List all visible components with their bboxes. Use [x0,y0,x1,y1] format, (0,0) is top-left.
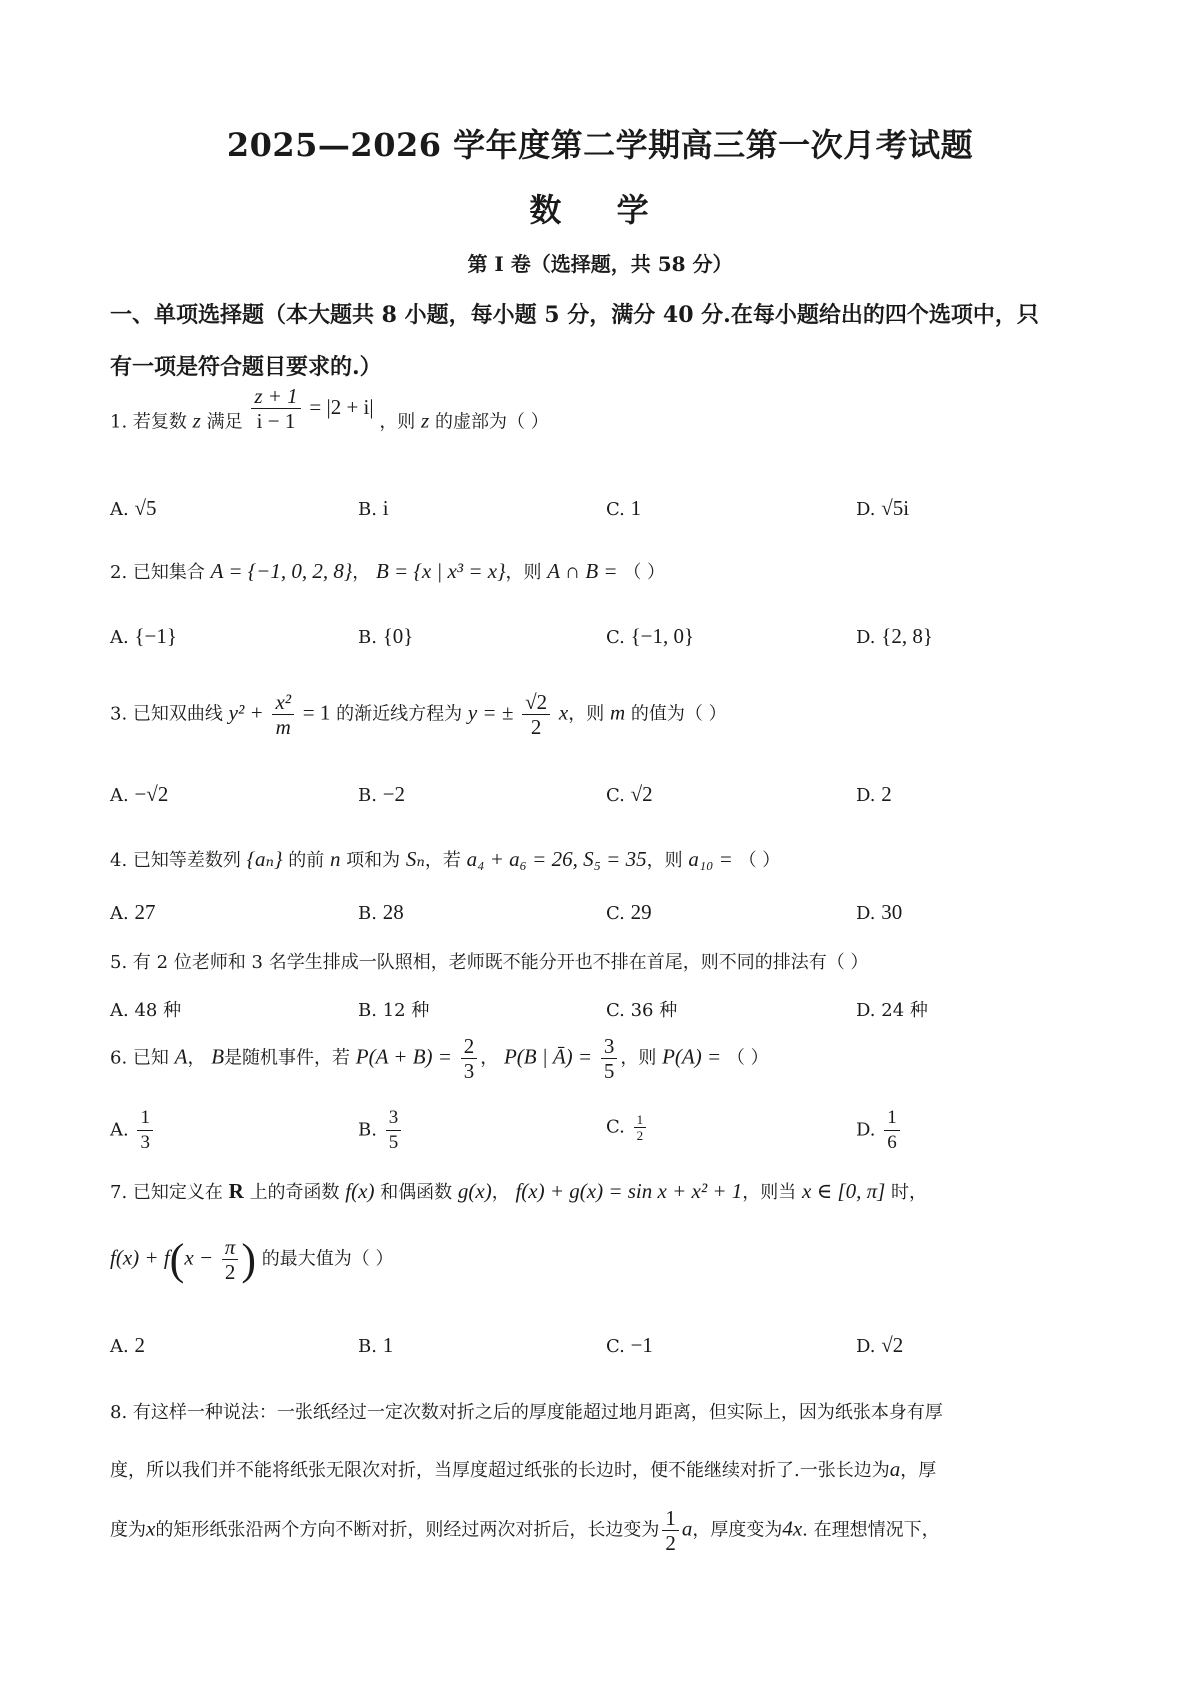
option-d [856,1333,903,1358]
fraction-numerator: 2 [461,1034,478,1059]
math-expr: x ∈ [0, π] [802,1179,886,1203]
option-b [358,900,404,925]
question-number: 8. [110,1402,128,1423]
option-label: D. [856,785,876,806]
math-expr: A ∩ B = [547,559,618,583]
question-text: ， [491,1182,510,1203]
option-c [606,782,653,807]
math-var: B [211,1044,225,1069]
option-label: B. [358,1119,377,1141]
math-expr: P(A + B) = [355,1044,452,1069]
math-var: a [681,1516,693,1541]
math-expr: P(A) = [662,1044,722,1069]
option-value: 2 [881,782,892,806]
fraction [137,1106,153,1155]
question-text: ， [352,562,371,583]
option-d [856,624,933,649]
math-expr: y² + [228,700,264,725]
option-label: C. [606,499,625,520]
option-d [856,496,909,521]
fraction [272,690,294,739]
option-c [606,900,652,925]
question-text: 是随机事件，若 [224,1047,351,1069]
fraction-denominator: i − 1 [256,409,296,433]
option-value: 28 [382,900,404,924]
fraction-numerator: z + 1 [251,384,300,409]
volume-heading: 第 I 卷（选择题，共 58 分） [467,252,733,276]
question-number: 7. [110,1182,128,1203]
option-a [110,900,155,925]
fraction-denominator: 5 [388,1132,399,1153]
option-d [856,900,902,925]
fraction-denominator: 2 [224,1260,236,1284]
option-label: A. [110,627,129,648]
option-b [358,782,405,807]
question-text: 已知 [132,1047,169,1069]
option-label: A. [110,1000,129,1021]
option-value: 2 [134,1333,145,1357]
question-2 [110,558,665,584]
fraction-numerator: 1 [662,1506,679,1531]
question-text: ，厚度变为 [692,1519,783,1541]
question-number: 2. [110,562,128,583]
fraction-denominator: 5 [603,1059,615,1083]
option-label: A. [110,1336,129,1357]
fraction-numerator: 3 [386,1106,402,1131]
option-b [358,1333,393,1358]
fraction [222,1235,239,1284]
math-field: R [228,1179,244,1203]
fraction-denominator: m [275,715,291,739]
question-text: 有这样一种说法：一张纸经过一定次数对折之后的厚度能超过地月距离，但实际上，因为纸张本身有厚 [132,1402,943,1423]
option-c [606,1333,653,1358]
question-text: 有 2 位老师和 3 名学生排成一队照相，老师既不能分开也不排在首尾，则不同的排法有（ ） [132,952,869,973]
option-label: C. [606,1336,625,1357]
option-value: 48 种 [134,1000,182,1021]
question-text: 若复数 [132,411,187,433]
question-text: 的最大值为（ ） [261,1248,394,1270]
math-expr: = |2 + i| [309,394,374,419]
fraction-denominator: 6 [887,1132,897,1153]
question-text: 项和为 [346,850,401,871]
option-value: {0} [382,624,414,648]
question-text: ， [187,1047,206,1069]
option-d [856,782,892,807]
question-text: ，若 [424,850,461,871]
fraction [662,1506,679,1555]
option-label: B. [358,499,377,520]
math-expr: f(x) [345,1179,375,1203]
question-text: ，则 [568,703,605,725]
question-3 [110,690,727,739]
math-expr: f(x) + f [110,1245,170,1270]
question-text: ，则当 [742,1182,797,1203]
question-text: ，则 [379,411,416,433]
fraction-numerator: √2 [522,690,550,715]
question-text: 和偶函数 [380,1182,453,1203]
question-8-line2 [110,1456,936,1482]
option-label: D. [856,1336,876,1357]
question-text: ， [480,1047,499,1069]
option-a [110,996,181,1022]
option-value: {−1} [134,624,177,648]
math-expr: a₁₀ = [688,847,733,871]
paren-open: ( [169,1235,185,1284]
math-var: z [192,408,201,433]
math-expr: f(x) + g(x) = sin x + x² + 1 [515,1179,743,1203]
option-value: {−1, 0} [630,624,695,648]
option-value: 1 [630,496,642,520]
question-text: 已知集合 [132,562,205,583]
option-value: −2 [382,782,406,806]
option-label: B. [358,785,377,806]
fraction [251,384,300,433]
question-6 [110,1034,769,1083]
math-expr: y = ± [467,700,514,725]
option-value: −√2 [134,782,169,806]
option-value: {2, 8} [881,624,933,648]
question-text: ，则 [505,562,542,583]
fraction-numerator: x² [272,690,294,715]
question-text: 满足 [206,411,243,433]
option-label: B. [358,903,377,924]
question-text: （ ） [623,562,666,583]
question-4 [110,846,780,872]
question-text: 时， [891,1182,927,1203]
math-expr: x − [184,1245,214,1270]
question-text: ，则 [620,1047,657,1069]
option-label: C. [606,1000,625,1021]
subject-title: 数 学 [529,191,671,229]
paren-close: ) [241,1235,256,1284]
section-instructions-line2: 有一项是符合题目要求的.） [110,354,382,380]
fraction-denominator: 3 [463,1059,475,1083]
option-value: √2 [881,1333,904,1357]
fraction [884,1106,900,1155]
question-text: 已知定义在 [132,1182,223,1203]
math-var: z [421,408,430,433]
option-label: D. [856,1000,876,1021]
math-expr: Sₙ [405,847,425,871]
fraction-numerator: 1 [884,1106,900,1131]
math-var: n [329,847,341,871]
math-expr: = 1 [302,700,331,725]
question-1 [110,384,549,447]
option-label: D. [856,903,876,924]
math-expr: A = {−1, 0, 2, 8} [210,559,353,583]
option-value: −1 [630,1333,653,1357]
option-label: A. [110,903,129,924]
math-expr: {aₙ} [246,847,283,871]
question-text: ，厚 [900,1460,937,1481]
question-text: 的虚部为（ ） [434,411,549,433]
question-7-expression [110,1234,393,1285]
question-text: 的矩形纸张沿两个方向不断对折，则经过两次对折后，长边变为 [155,1519,660,1541]
fraction-numerator: 1 [137,1106,153,1131]
option-c [606,996,677,1022]
option-a [110,782,168,807]
math-var: x [558,700,569,725]
option-c [606,1112,649,1143]
option-a [110,1333,145,1358]
question-text: 的值为（ ） [630,703,727,725]
option-b [358,624,413,649]
question-text: 已知等差数列 [132,850,241,871]
option-label: D. [856,499,876,520]
option-d [856,996,928,1022]
option-value: 1 [382,1333,394,1357]
option-value: 12 种 [382,1000,430,1021]
option-a [110,496,157,521]
question-text: . 在理想情况下， [802,1519,940,1541]
option-label: A. [110,1119,129,1141]
math-var: A [174,1044,188,1069]
question-8-line1 [110,1398,943,1424]
option-label: A. [110,499,129,520]
option-label: C. [606,903,625,924]
option-c [606,496,641,521]
question-text: 度为 [110,1519,146,1541]
option-label: B. [358,1336,377,1357]
option-label: C. [606,785,625,806]
option-b [358,1106,404,1155]
math-expr: 4x [782,1516,803,1541]
option-b [358,496,389,521]
question-text: 上的奇函数 [249,1182,340,1203]
option-a [110,1106,156,1155]
option-label: B. [358,627,377,648]
math-var: x [146,1516,156,1541]
fraction-denominator: 2 [665,1531,676,1555]
fraction [634,1112,647,1143]
option-value: 29 [630,900,652,924]
question-text: ，则 [646,850,683,871]
math-expr: g(x) [457,1179,492,1203]
option-d [856,1106,903,1155]
fraction [461,1034,478,1083]
section-instructions-line1: 一、单项选择题（本大题共 8 小题，每小题 5 分，满分 40 分.在每小题给出的四个选项中，只 [110,302,1039,328]
option-value: 30 [881,900,903,924]
question-number: 1. [110,411,128,433]
option-value: 24 种 [881,1000,928,1021]
question-text: （ ） [726,1047,769,1069]
math-expr: B = {x | x³ = x} [375,559,506,583]
option-value: i [382,496,389,520]
math-expr: a₄ + a₆ = 26, S₅ = 35 [466,847,647,871]
option-label: C. [606,627,625,648]
option-b [358,996,429,1022]
fraction-numerator: π [222,1235,239,1260]
option-label: D. [856,1119,876,1141]
exam-title: 2025—2026 学年度第二学期高三第一次月考试题 [226,126,974,164]
question-5 [110,948,868,974]
option-c [606,624,694,649]
fraction-numerator: 3 [601,1034,618,1059]
math-expr: P(B | Ā) = [503,1044,593,1069]
option-value: 27 [134,900,156,924]
option-value: √5 [134,496,157,520]
option-label: A. [110,785,129,806]
option-label: B. [358,1000,377,1021]
question-number: 3. [110,703,128,725]
fraction [386,1106,402,1155]
fraction [601,1034,618,1083]
fraction-denominator: 2 [636,1128,644,1143]
option-value: √5i [881,496,910,520]
question-text: （ ） [738,850,781,871]
option-a [110,624,177,649]
fraction-denominator: 3 [140,1132,150,1153]
question-text: 已知双曲线 [132,703,223,725]
fraction [522,690,550,739]
math-var: a [889,1457,901,1481]
fraction-denominator: 2 [530,715,542,739]
option-value: 36 种 [630,1000,678,1021]
option-label: D. [856,627,876,648]
question-text: 的渐近线方程为 [336,703,463,725]
question-8-line3 [110,1506,940,1555]
question-number: 4. [110,850,128,871]
math-var: m [609,700,626,725]
question-number: 6. [110,1047,128,1069]
question-text: 度，所以我们并不能将纸张无限次对折，当厚度超过纸张的长边时，便不能继续对折了.一张长边为 [110,1460,890,1481]
question-text: 的前 [288,850,325,871]
question-number: 5. [110,952,128,973]
option-value: √2 [630,782,653,806]
fraction-numerator: 1 [634,1112,647,1128]
question-7 [110,1178,927,1204]
option-label: C. [606,1116,625,1138]
